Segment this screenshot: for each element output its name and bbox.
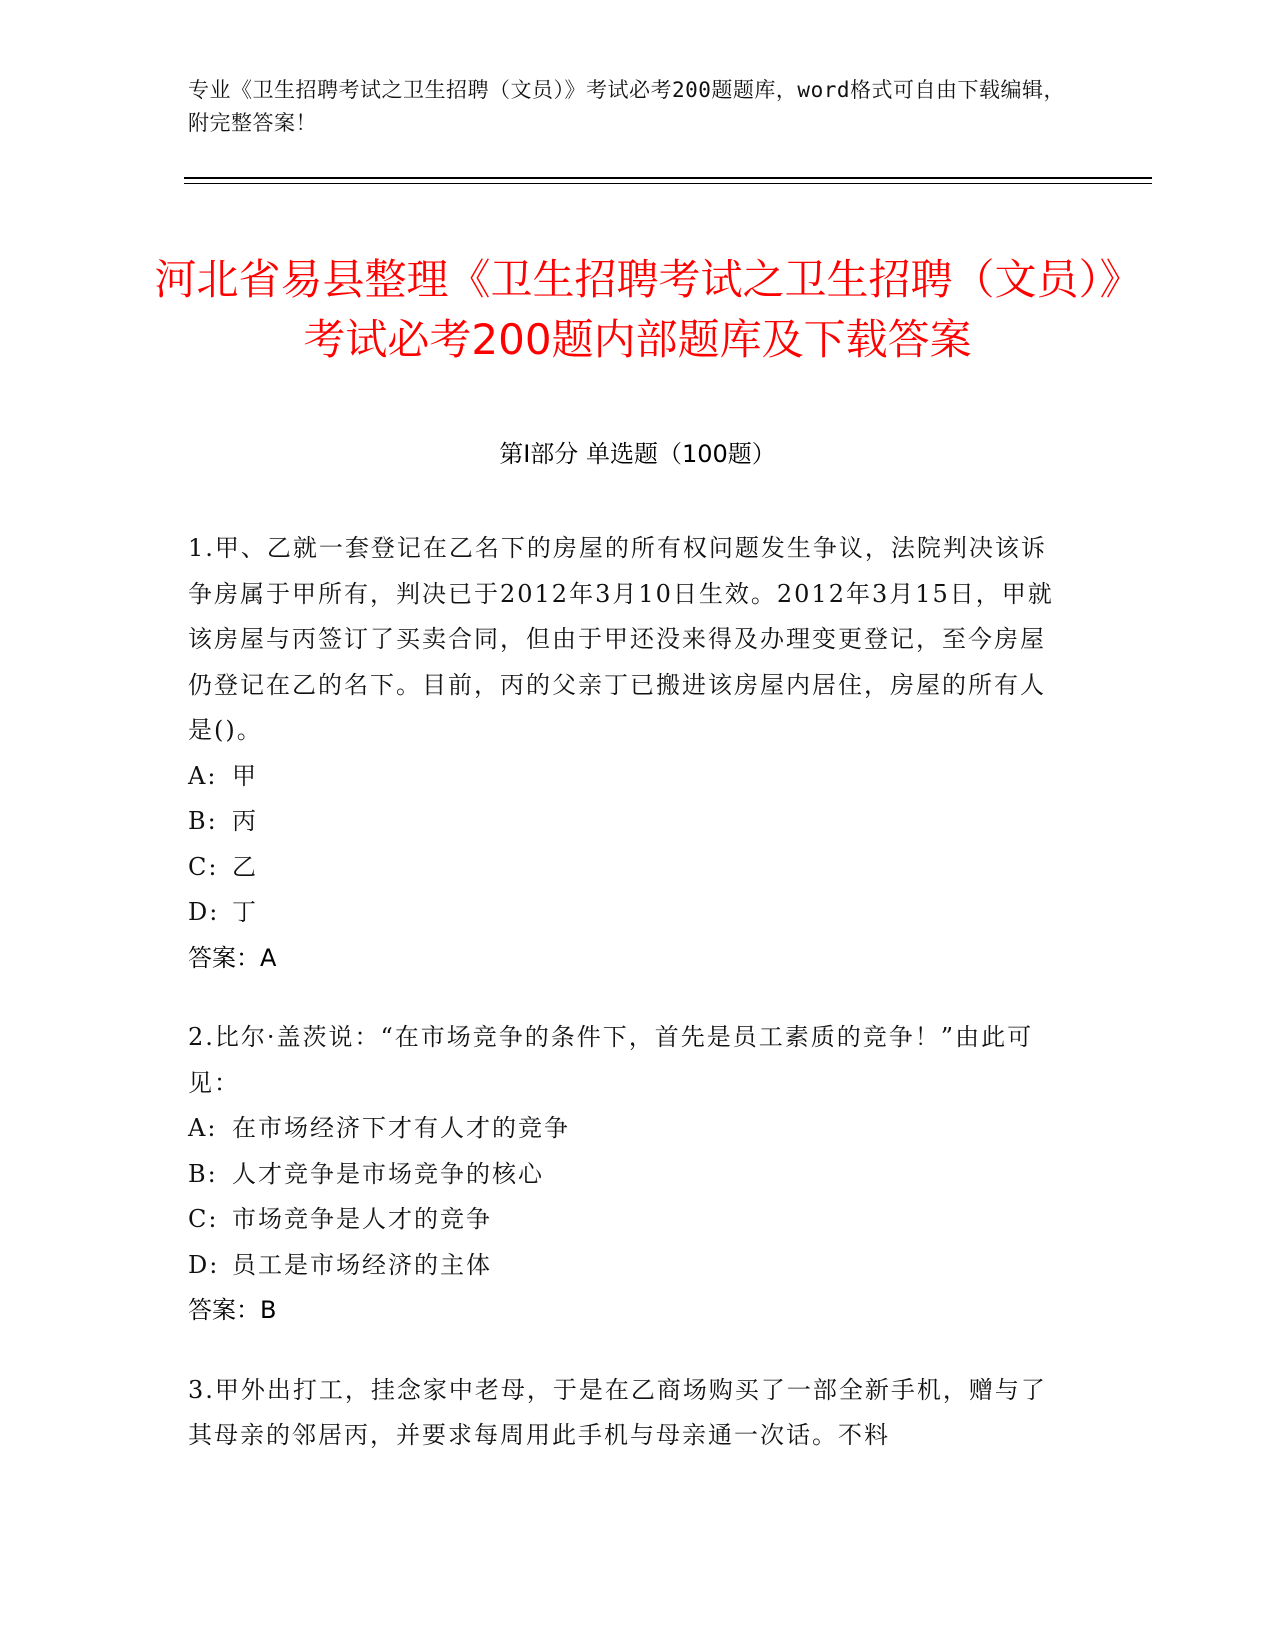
option-text: 丙 — [232, 807, 258, 835]
option-b — [188, 799, 1068, 845]
option-letter: D: — [188, 1250, 220, 1279]
header-divider-thick — [184, 177, 1152, 179]
header-divider-thin — [184, 183, 1152, 184]
option-c — [188, 1197, 1068, 1243]
option-d — [188, 1243, 1068, 1289]
option-d — [188, 890, 1068, 936]
option-text: 员工是市场经济的主体 — [232, 1250, 492, 1279]
question-text: 2.比尔·盖茨说：“在市场竞争的条件下，首先是员工素质的竞争！”由此可见： — [188, 1023, 1034, 1097]
question-list — [188, 526, 1068, 1493]
option-text: 甲 — [232, 761, 258, 790]
option-letter: B: — [188, 807, 218, 835]
option-b — [188, 1152, 1068, 1198]
option-a — [188, 754, 1068, 800]
option-letter: D: — [188, 898, 220, 926]
option-text: 在市场经济下才有人才的竞争 — [232, 1114, 570, 1142]
option-letter: B: — [188, 1159, 218, 1188]
header-note: 专业《卫生招聘考试之卫生招聘（文员）》考试必考200题题库，word格式可自由下载编辑，附完整答案！ — [188, 78, 1065, 135]
option-letter: A: — [188, 761, 218, 790]
option-letter: C: — [188, 852, 219, 881]
option-a — [188, 1106, 1068, 1152]
option-text: 人才竞争是市场竞争的核心 — [232, 1159, 544, 1188]
answer-line: 答案：B — [188, 1296, 277, 1324]
section-heading: 第I部分 单选题（100题） — [499, 440, 776, 468]
question-text: 1.甲、乙就一套登记在乙名下的房屋的所有权问题发生争议，法院判决该诉争房属于甲所有，判决已于2012年3月10日生效。2012年3月15日，甲就该房屋与丙签订了买卖合同，但由于甲还没来得及办理变更登记，至今房屋仍登记在乙的名下。目前，丙的父亲丁已搬进该房屋内居住，房屋的所有人是()。 — [188, 534, 1054, 744]
option-text: 乙 — [232, 852, 258, 881]
question-text: 3.甲外出打工，挂念家中老母，于是在乙商场购买了一部全新手机，赠与了其母亲的邻居丙，并要求每周用此手机与母亲通一次话。不料 — [188, 1375, 1047, 1449]
option-text: 市场竞争是人才的竞争 — [232, 1205, 492, 1233]
document-title: 河北省易县整理《卫生招聘考试之卫生招聘（文员）》考试必考200题内部题库及下载答案 — [154, 255, 1121, 365]
option-letter: C: — [188, 1205, 219, 1233]
question-1 — [188, 526, 1068, 981]
option-letter: A: — [188, 1114, 218, 1142]
option-c — [188, 845, 1068, 891]
answer-line: 答案：A — [188, 943, 277, 972]
option-text: 丁 — [232, 898, 258, 926]
question-3 — [188, 1368, 1068, 1459]
question-2 — [188, 1015, 1068, 1334]
